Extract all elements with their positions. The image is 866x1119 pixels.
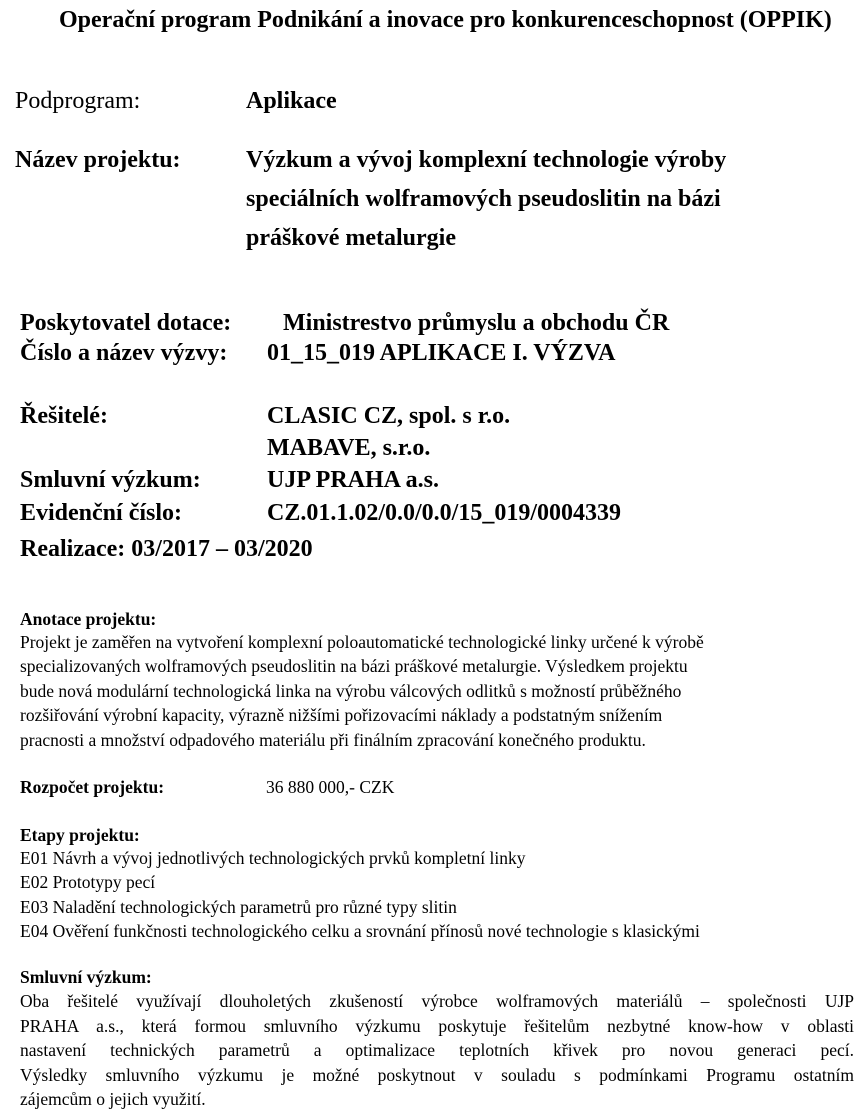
nazev-projektu-label: Název projektu: xyxy=(15,147,181,173)
anotace-line: pracnosti a množství odpadového materiálu při finálním zpracování konečného produktu. xyxy=(20,730,646,750)
smluvni-vyzkum-label: Smluvní výzkum: xyxy=(20,467,201,493)
evidencni-cislo-value: CZ.01.1.02/0.0/0.0/15_019/0004339 xyxy=(267,500,622,526)
program-title: Operační program Podnikání a inovace pro konkurenceschopnost (OPPIK) xyxy=(59,7,832,33)
rozpocet-label: Rozpočet projektu: xyxy=(20,777,165,797)
anotace-title: Anotace projektu: xyxy=(20,609,157,629)
podprogram-value: Aplikace xyxy=(246,88,337,114)
realizace: Realizace: 03/2017 – 03/2020 xyxy=(20,536,313,562)
anotace-line: bude nová modulární technologická linka na výrobu válcových odlitků s možností průběžného xyxy=(20,681,682,701)
etapa-item: E02 Prototypy pecí xyxy=(20,872,156,892)
anotace-line: Projekt je zaměřen na vytvoření komplexní poloautomatické technologické linky určené k výrobě xyxy=(20,632,704,652)
smluvni-vyzkum-value: UJP PRAHA a.s. xyxy=(267,467,440,493)
smluvni-vyzkum-line: zájemcům o jejich využití. xyxy=(20,1089,206,1109)
nazev-projektu-line: speciálních wolframových pseudoslitin na bázi xyxy=(246,186,721,212)
etapa-item: E04 Ověření funkčnosti technologického celku a srovnání přínosů nové technologie s klasickými xyxy=(20,921,700,941)
etapa-item: E03 Naladění technologických parametrů pro různé typy slitin xyxy=(20,897,457,917)
nazev-projektu-line: práškové metalurgie xyxy=(246,225,456,251)
smluvni-vyzkum-line: Oba řešitelé využívají dlouholetých zkušeností výrobce wolframových materiálů – společnosti UJP xyxy=(20,991,854,1011)
smluvni-vyzkum-paragraph xyxy=(20,989,854,1112)
smluvni-vyzkum-line: PRAHA a.s., která formou smluvního výzkumu poskytuje řešitelům nezbytné know-how v oblasti xyxy=(20,1015,854,1036)
vyzva-value: 01_15_019 APLIKACE I. VÝZVA xyxy=(267,340,616,366)
smluvni-vyzkum-title: Smluvní výzkum: xyxy=(20,967,152,987)
poskytovatel-value: Ministrestvo průmyslu a obchodu ČR xyxy=(283,310,670,336)
resitel-value: CLASIC CZ, spol. s r.o. xyxy=(267,403,511,429)
etapy-title: Etapy projektu: xyxy=(20,825,140,845)
smluvni-vyzkum-line: Výsledky smluvního výzkumu je možné poskytnout v souladu s podmínkami Programu ostatním xyxy=(20,1064,854,1085)
anotace-line: specializovaných wolframových pseudoslitin na bázi práškové metalurgie. Výsledkem projektu xyxy=(20,656,688,676)
vyzva-label: Číslo a název výzvy: xyxy=(20,340,228,366)
anotace-line: rozšiřování výrobní kapacity, výrazně nižšími pořizovacími náklady a podstatným snížením xyxy=(20,705,663,725)
poskytovatel-label: Poskytovatel dotace: xyxy=(20,310,232,336)
evidencni-cislo-label: Evidenční číslo: xyxy=(20,500,183,526)
etapa-item: E01 Návrh a vývoj jednotlivých technologických prvků kompletní linky xyxy=(20,848,526,868)
podprogram-label: Podprogram: xyxy=(15,88,141,114)
rozpocet-value: 36 880 000,- CZK xyxy=(266,777,395,797)
smluvni-vyzkum-line: nastavení technických parametrů a optimalizace teplotních křivek pro novou generaci pecí. xyxy=(20,1040,854,1060)
resitel-value: MABAVE, s.r.o. xyxy=(267,435,431,461)
resitele-label: Řešitelé: xyxy=(20,403,108,429)
nazev-projektu-line: Výzkum a vývoj komplexní technologie výroby xyxy=(246,147,727,173)
